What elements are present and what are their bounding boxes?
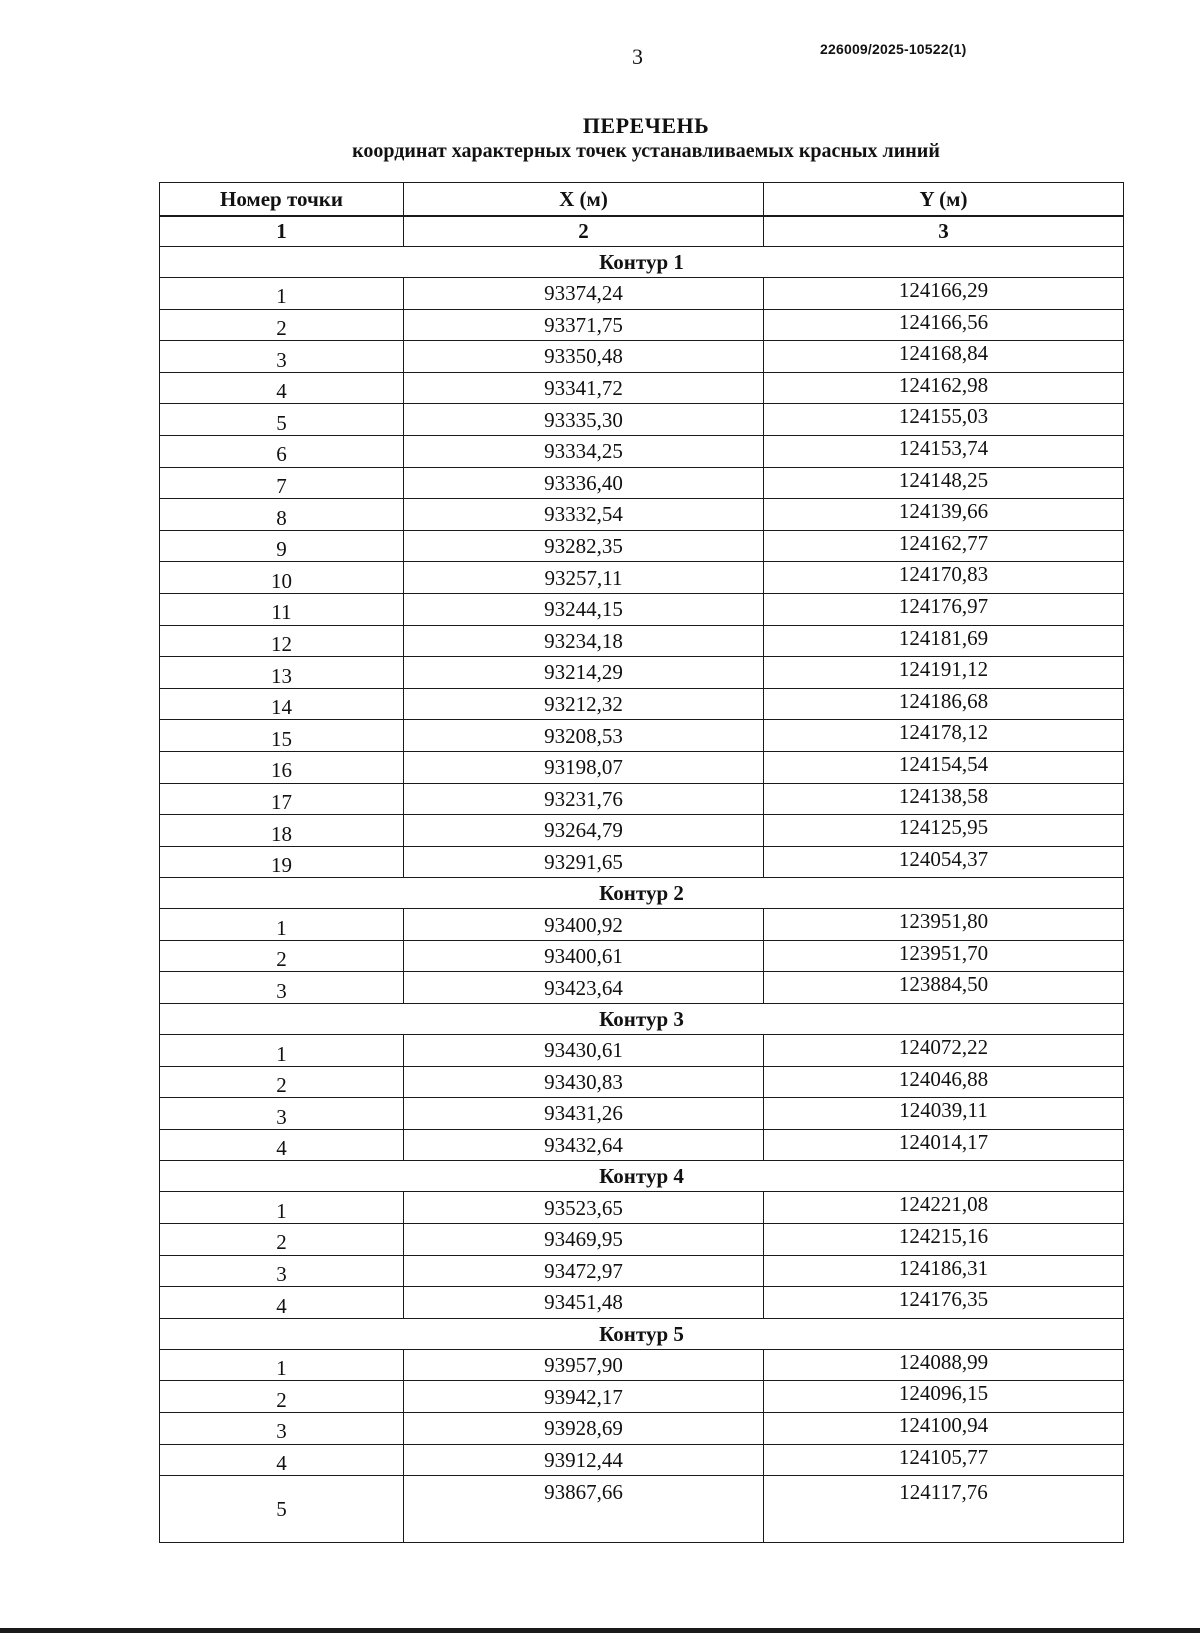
document-subtitle: координат характерных точек устанавливаемых красных линий (352, 140, 940, 162)
y-coordinate-cell: 124186,68 (764, 688, 1124, 720)
table-row (160, 530, 1124, 562)
table-body (160, 216, 1124, 1543)
x-coordinate-cell: 93282,35 (404, 530, 764, 562)
y-coordinate-cell: 124166,56 (764, 309, 1124, 341)
table-row (160, 783, 1124, 815)
table-row (160, 562, 1124, 594)
x-coordinate-cell: 93423,64 (404, 972, 764, 1004)
x-coordinate-cell: 93928,69 (404, 1413, 764, 1445)
point-number-cell: 14 (160, 688, 404, 720)
column-header-x: X (м) (404, 183, 764, 217)
column-number: 2 (404, 216, 764, 247)
table-row (160, 1129, 1124, 1161)
point-number-cell: 2 (160, 1224, 404, 1256)
x-coordinate-cell: 93400,61 (404, 940, 764, 972)
y-coordinate-cell: 123951,80 (764, 909, 1124, 941)
coordinates-table (159, 182, 1124, 1543)
x-coordinate-cell: 93430,61 (404, 1035, 764, 1067)
x-coordinate-cell: 93523,65 (404, 1192, 764, 1224)
y-coordinate-cell: 123951,70 (764, 940, 1124, 972)
x-coordinate-cell: 93231,76 (404, 783, 764, 815)
point-number-cell: 12 (160, 625, 404, 657)
x-coordinate-cell: 93400,92 (404, 909, 764, 941)
y-coordinate-cell: 124155,03 (764, 404, 1124, 436)
table-row (160, 1098, 1124, 1130)
x-coordinate-cell: 93957,90 (404, 1349, 764, 1381)
table-row (160, 435, 1124, 467)
point-number-cell: 3 (160, 1413, 404, 1445)
table-row (160, 1224, 1124, 1256)
x-coordinate-cell: 93335,30 (404, 404, 764, 436)
table-row (160, 1413, 1124, 1445)
x-coordinate-cell: 93867,66 (404, 1476, 764, 1543)
table-row (160, 1476, 1124, 1543)
y-coordinate-cell: 124100,94 (764, 1413, 1124, 1445)
table-row (160, 1444, 1124, 1476)
y-coordinate-cell: 124191,12 (764, 657, 1124, 689)
table-row (160, 972, 1124, 1004)
table-row (160, 846, 1124, 878)
table-row (160, 657, 1124, 689)
x-coordinate-cell: 93430,83 (404, 1066, 764, 1098)
y-coordinate-cell: 124162,98 (764, 372, 1124, 404)
table-row (160, 499, 1124, 531)
y-coordinate-cell: 124148,25 (764, 467, 1124, 499)
contour-label: Контур 3 (160, 1004, 1124, 1035)
point-number-cell: 10 (160, 562, 404, 594)
table-row (160, 1287, 1124, 1319)
contour-header-row (160, 878, 1124, 909)
point-number-cell: 19 (160, 846, 404, 878)
point-number-cell: 3 (160, 1255, 404, 1287)
x-coordinate-cell: 93208,53 (404, 720, 764, 752)
point-number-cell: 9 (160, 530, 404, 562)
y-coordinate-cell: 124153,74 (764, 435, 1124, 467)
y-coordinate-cell: 124215,16 (764, 1224, 1124, 1256)
contour-header-row (160, 1318, 1124, 1349)
x-coordinate-cell: 93332,54 (404, 499, 764, 531)
point-number-cell: 16 (160, 751, 404, 783)
table-row (160, 815, 1124, 847)
point-number-cell: 18 (160, 815, 404, 847)
x-coordinate-cell: 93451,48 (404, 1287, 764, 1319)
table-row (160, 625, 1124, 657)
x-coordinate-cell: 93912,44 (404, 1444, 764, 1476)
point-number-cell: 8 (160, 499, 404, 531)
x-coordinate-cell: 93334,25 (404, 435, 764, 467)
point-number-cell: 17 (160, 783, 404, 815)
y-coordinate-cell: 124176,35 (764, 1287, 1124, 1319)
x-coordinate-cell: 93336,40 (404, 467, 764, 499)
y-coordinate-cell: 124154,54 (764, 751, 1124, 783)
y-coordinate-cell: 124166,29 (764, 278, 1124, 310)
x-coordinate-cell: 93244,15 (404, 593, 764, 625)
table-row (160, 940, 1124, 972)
point-number-cell: 6 (160, 435, 404, 467)
point-number-cell: 11 (160, 593, 404, 625)
x-coordinate-cell: 93291,65 (404, 846, 764, 878)
y-coordinate-cell: 124072,22 (764, 1035, 1124, 1067)
contour-label: Контур 1 (160, 247, 1124, 278)
document-title: ПЕРЕЧЕНЬ (582, 113, 710, 138)
point-number-cell: 2 (160, 1381, 404, 1413)
point-number-cell: 1 (160, 909, 404, 941)
x-coordinate-cell: 93257,11 (404, 562, 764, 594)
y-coordinate-cell: 124168,84 (764, 341, 1124, 373)
table-row (160, 372, 1124, 404)
point-number-cell: 15 (160, 720, 404, 752)
y-coordinate-cell: 124221,08 (764, 1192, 1124, 1224)
contour-header-row (160, 1161, 1124, 1192)
table-header-row (160, 183, 1124, 217)
table-row (160, 1381, 1124, 1413)
document-reference: 226009/2025-10522(1) (820, 41, 967, 57)
point-number-cell: 1 (160, 1349, 404, 1381)
contour-header-row (160, 1004, 1124, 1035)
point-number-cell: 2 (160, 1066, 404, 1098)
point-number-cell: 5 (160, 1476, 404, 1543)
y-coordinate-cell: 124088,99 (764, 1349, 1124, 1381)
x-coordinate-cell: 93264,79 (404, 815, 764, 847)
x-coordinate-cell: 93341,72 (404, 372, 764, 404)
x-coordinate-cell: 93431,26 (404, 1098, 764, 1130)
table-row (160, 751, 1124, 783)
y-coordinate-cell: 124138,58 (764, 783, 1124, 815)
point-number-cell: 1 (160, 1035, 404, 1067)
x-coordinate-cell: 93234,18 (404, 625, 764, 657)
table-row (160, 720, 1124, 752)
y-coordinate-cell: 124178,12 (764, 720, 1124, 752)
point-number-cell: 2 (160, 940, 404, 972)
point-number-cell: 4 (160, 1129, 404, 1161)
x-coordinate-cell: 93472,97 (404, 1255, 764, 1287)
table-row (160, 404, 1124, 436)
table-row (160, 1192, 1124, 1224)
x-coordinate-cell: 93214,29 (404, 657, 764, 689)
point-number-cell: 4 (160, 372, 404, 404)
y-coordinate-cell: 124186,31 (764, 1255, 1124, 1287)
y-coordinate-cell: 124096,15 (764, 1381, 1124, 1413)
y-coordinate-cell: 124162,77 (764, 530, 1124, 562)
table-row (160, 309, 1124, 341)
table-row (160, 1349, 1124, 1381)
point-number-cell: 3 (160, 341, 404, 373)
point-number-cell: 4 (160, 1444, 404, 1476)
x-coordinate-cell: 93350,48 (404, 341, 764, 373)
table-row (160, 1066, 1124, 1098)
point-number-cell: 1 (160, 278, 404, 310)
y-coordinate-cell: 124125,95 (764, 815, 1124, 847)
contour-label: Контур 4 (160, 1161, 1124, 1192)
point-number-cell: 2 (160, 309, 404, 341)
column-number: 1 (160, 216, 404, 247)
y-coordinate-cell: 124117,76 (764, 1476, 1124, 1543)
y-coordinate-cell: 124054,37 (764, 846, 1124, 878)
point-number-cell: 7 (160, 467, 404, 499)
y-coordinate-cell: 124105,77 (764, 1444, 1124, 1476)
y-coordinate-cell: 124014,17 (764, 1129, 1124, 1161)
table-row (160, 278, 1124, 310)
contour-header-row (160, 247, 1124, 278)
column-number: 3 (764, 216, 1124, 247)
y-coordinate-cell: 124039,11 (764, 1098, 1124, 1130)
y-coordinate-cell: 124170,83 (764, 562, 1124, 594)
y-coordinate-cell: 124046,88 (764, 1066, 1124, 1098)
table-row (160, 688, 1124, 720)
table-row (160, 593, 1124, 625)
x-coordinate-cell: 93469,95 (404, 1224, 764, 1256)
page-number: 3 (632, 44, 643, 69)
point-number-cell: 13 (160, 657, 404, 689)
y-coordinate-cell: 124181,69 (764, 625, 1124, 657)
column-header-point-number: Номер точки (160, 183, 404, 217)
x-coordinate-cell: 93212,32 (404, 688, 764, 720)
column-number-row (160, 216, 1124, 247)
y-coordinate-cell: 124139,66 (764, 499, 1124, 531)
y-coordinate-cell: 124176,97 (764, 593, 1124, 625)
x-coordinate-cell: 93432,64 (404, 1129, 764, 1161)
contour-label: Контур 2 (160, 878, 1124, 909)
point-number-cell: 3 (160, 1098, 404, 1130)
table-row (160, 1255, 1124, 1287)
point-number-cell: 3 (160, 972, 404, 1004)
point-number-cell: 1 (160, 1192, 404, 1224)
x-coordinate-cell: 93371,75 (404, 309, 764, 341)
coordinates-table-container (159, 182, 1123, 1543)
point-number-cell: 5 (160, 404, 404, 436)
scan-edge-rule (0, 1628, 1200, 1633)
contour-label: Контур 5 (160, 1318, 1124, 1349)
column-header-y: Y (м) (764, 183, 1124, 217)
table-row (160, 341, 1124, 373)
table-row (160, 909, 1124, 941)
x-coordinate-cell: 93942,17 (404, 1381, 764, 1413)
x-coordinate-cell: 93374,24 (404, 278, 764, 310)
table-row (160, 1035, 1124, 1067)
y-coordinate-cell: 123884,50 (764, 972, 1124, 1004)
x-coordinate-cell: 93198,07 (404, 751, 764, 783)
table-row (160, 467, 1124, 499)
point-number-cell: 4 (160, 1287, 404, 1319)
